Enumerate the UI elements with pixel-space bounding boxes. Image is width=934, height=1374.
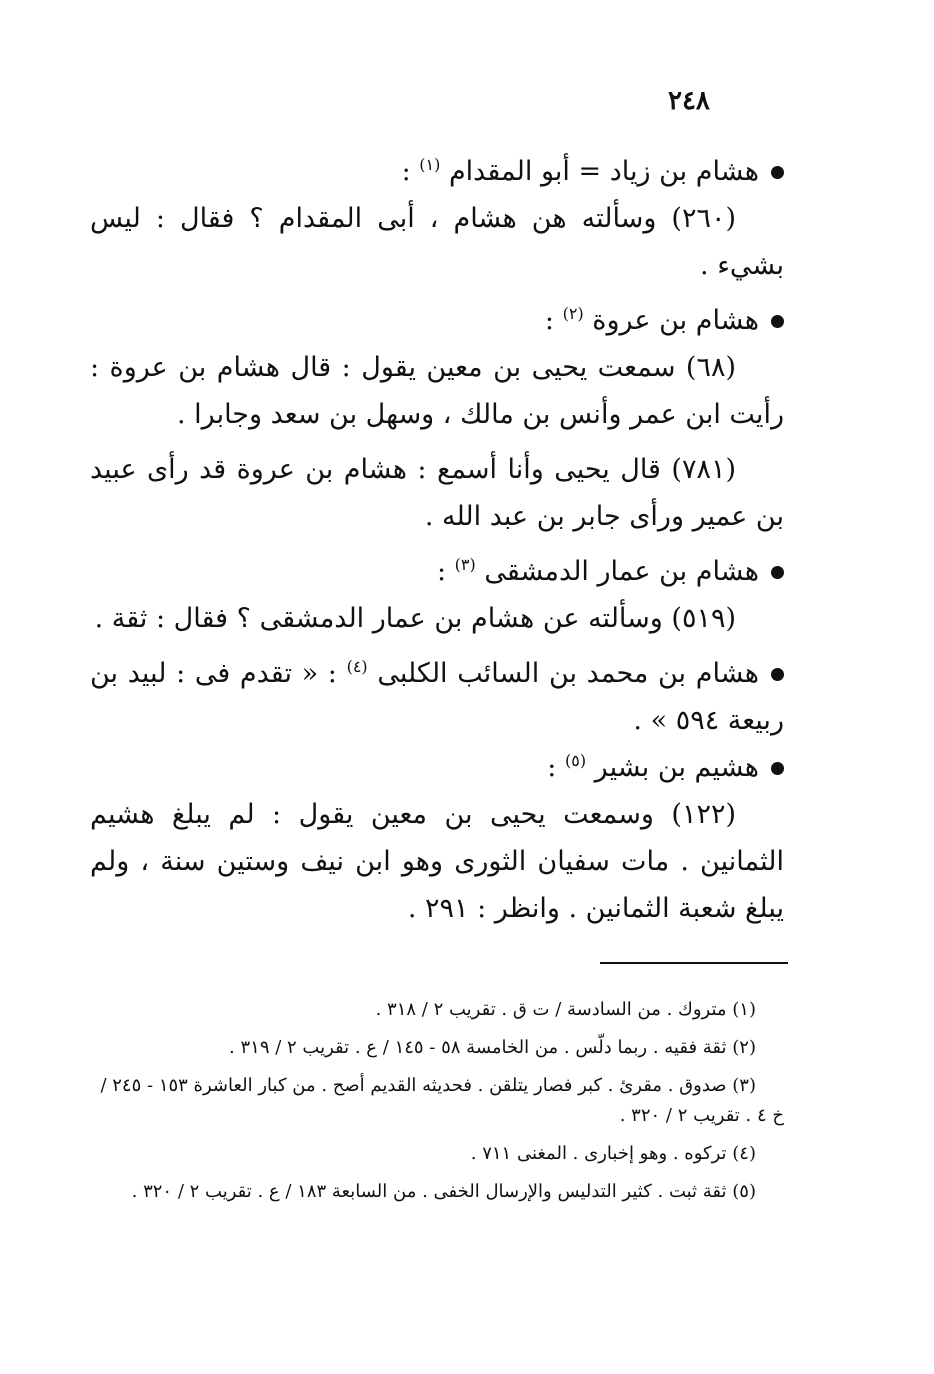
- bullet-icon: [771, 166, 784, 179]
- narration: (٢٦٠) وسألته هن هشام ، أبى المقدام ؟ فقال : ليس بشيء .: [90, 203, 784, 281]
- heading-end: :: [401, 156, 420, 187]
- bullet-icon: [771, 668, 784, 681]
- footnotes: [90, 995, 784, 1215]
- narration: (٧٨١) قال يحيى وأنا أسمع : هشام بن عروة قد رأى عبيد بن عمير ورأى جابر بن عبد الله .: [90, 454, 784, 532]
- footnote-ref[interactable]: (٢): [562, 304, 584, 323]
- footnote: (٤) تركوه . وهو إخبارى . المغنى ٧١١ .: [470, 1143, 756, 1164]
- heading-text: هشام بن عمار الدمشقى: [484, 556, 759, 587]
- entry: [90, 650, 784, 744]
- entry-heading: [90, 744, 784, 791]
- footnote-ref[interactable]: (١): [419, 155, 441, 174]
- narration: (٥١٩) وسألته عن هشام بن عمار الدمشقى ؟ فقال : ثقة .: [94, 603, 736, 634]
- main-text: [90, 148, 784, 940]
- footnote-ref[interactable]: (٥): [564, 751, 587, 770]
- footnote-ref[interactable]: (٣): [454, 555, 476, 574]
- footnote: (٢) ثقة فقيه . ربما دلّس . من الخامسة ٥٨ - ١٤٥ / ع . تقريب ٢ / ٣١٩ .: [229, 1037, 756, 1058]
- heading-end: :: [547, 752, 565, 783]
- entry-heading: [90, 148, 784, 195]
- footnote-divider: [600, 962, 788, 964]
- bullet-icon: [771, 566, 784, 579]
- heading-text: هشام بن زياد = أبو المقدام: [448, 156, 759, 187]
- entry: [90, 297, 784, 540]
- footnote: (٥) ثقة ثبت . كثير التدليس والإرسال الخفى . من السابعة ١٨٣ / ع . تقريب ٢ / ٣٢٠ .: [131, 1181, 756, 1202]
- entry: [90, 744, 784, 932]
- entry-heading: [90, 650, 784, 744]
- heading-text: هشيم بن بشير: [594, 752, 759, 783]
- heading-text: هشام بن محمد بن السائب الكلبى: [377, 658, 759, 689]
- page-number: ٢٤٨: [668, 86, 710, 116]
- heading-text: هشام بن عروة: [592, 305, 759, 336]
- footnote: (٣) صدوق . مقرئ . كبر فصار يتلقن . فحديثه القديم أصح . من كبار العاشرة ١٥٣ - ٢٤٥ / خ ٤ . تقريب ٢ / ٣٢٠ .: [100, 1075, 784, 1126]
- narration: (١٢٢) وسمعت يحيى بن معين يقول : لم يبلغ هشيم الثمانين . مات سفيان الثورى وهو ابن نيف وستين سنة ، ولم يبلغ شعبة الثمانين . وانظر : ٢٩١ .: [90, 799, 784, 924]
- bullet-icon: [771, 315, 784, 328]
- footnote-ref[interactable]: (٤): [346, 657, 368, 676]
- narration: (٦٨) سمعت يحيى بن معين يقول : قال هشام بن عروة : رأيت ابن عمر وأنس بن مالك ، وسهل بن سعد وجابرا .: [90, 352, 784, 430]
- entry-heading: [90, 297, 784, 344]
- entry: [90, 548, 784, 642]
- entry-heading: [90, 548, 784, 595]
- entry: [90, 148, 784, 289]
- heading-end: : « تقدم فى : لبيد بن ربيعة ٥٩٤ » .: [90, 658, 784, 736]
- heading-end: :: [436, 556, 455, 587]
- bullet-icon: [771, 762, 784, 775]
- footnote: (١) متروك . من السادسة / ت ق . تقريب ٢ / ٣١٨ .: [375, 999, 756, 1020]
- heading-end: :: [544, 305, 563, 336]
